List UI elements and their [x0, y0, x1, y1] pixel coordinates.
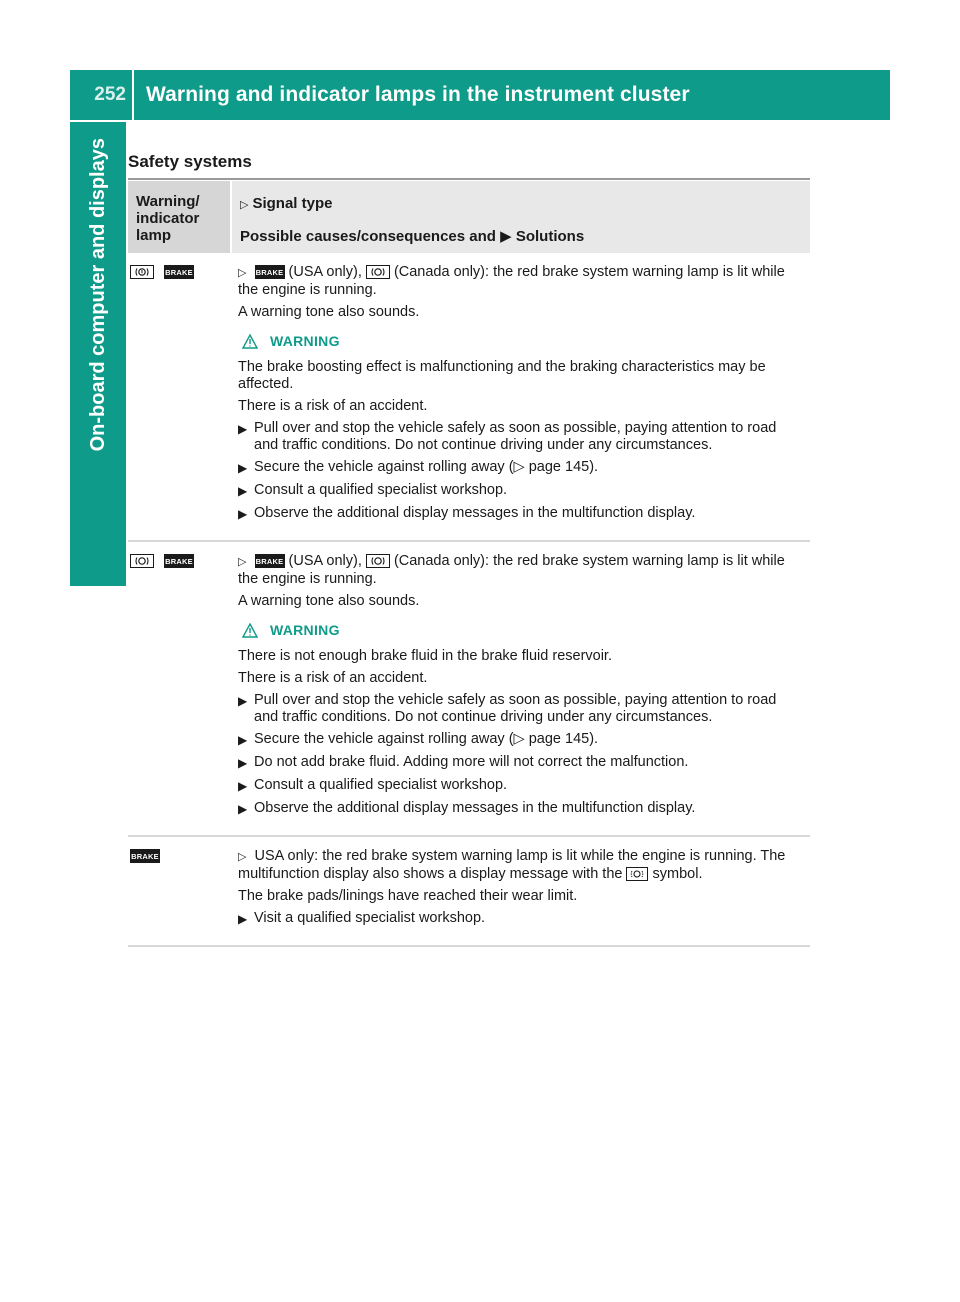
tone-text: A warning tone also sounds. [238, 304, 420, 320]
brake-warning-usa-icon: BRAKE [130, 849, 160, 863]
lamp-table [128, 181, 810, 947]
warning-heading [242, 333, 802, 350]
brake-warning-canada-icon [130, 265, 154, 279]
solution-step: ▶ Secure the vehicle against rolling away (▷ page 145). [238, 459, 599, 475]
warning-text: There is not enough brake fluid in the brake fluid reservoir. [238, 648, 612, 664]
causes-label: Possible causes/consequences and [240, 228, 496, 245]
signal-triangle-icon: ▷ [238, 851, 247, 863]
lamp-icons [128, 837, 232, 945]
page-number: 252 [94, 84, 126, 105]
signal-usa-text: (USA only), [288, 553, 362, 569]
solution-arrow-icon: ▶ [500, 228, 512, 245]
chapter-title: Warning and indicator lamps in the instrument cluster [146, 83, 690, 106]
signal-text [238, 848, 802, 883]
column-header-description [232, 181, 810, 253]
signal-usa-text: (USA only), [288, 264, 362, 280]
tone-text: A warning tone also sounds. [238, 593, 420, 609]
signal-text [238, 553, 802, 588]
solution-step: ▶ Observe the additional display messages in the multifunction display. [238, 800, 696, 816]
brake-warning-usa-icon: BRAKE [164, 554, 194, 568]
brake-usa-inline-icon: BRAKE [255, 265, 285, 279]
brake-pad-wear-icon [626, 867, 648, 881]
step-arrow-icon: ▶ [238, 422, 248, 436]
page-reference[interactable]: page 145). [528, 731, 599, 747]
lamp-icons [128, 253, 232, 540]
signal-usa-text: USA only: the red brake system warning lamp is lit while the engine is running. The multifunction display also shows a display message with the [238, 848, 786, 882]
solutions-label: Solutions [515, 228, 585, 245]
signal-type-label: Signal type [252, 195, 333, 212]
signal-triangle-icon: ▷ [238, 267, 247, 279]
section-divider [128, 178, 810, 180]
signal-canada-text: (Canada only): the red brake system warning lamp is lit while the engine is running. [238, 264, 785, 298]
row-description [232, 253, 810, 540]
row-description [232, 542, 810, 835]
warning-text: The brake boosting effect is malfunctioning and the braking characteristics may be affected. [238, 359, 766, 392]
lamp-icons [128, 542, 232, 835]
step-arrow-icon: ▶ [238, 484, 248, 498]
header-bar [70, 70, 890, 120]
header-signal-type [240, 195, 810, 214]
solution-step: ▶ Do not add brake fluid. Adding more will not correct the malfunction. [238, 754, 689, 770]
wear-note: The brake pads/linings have reached their wear limit. [238, 888, 578, 904]
header-divider [132, 70, 134, 120]
step-arrow-icon: ▶ [238, 694, 248, 708]
column-header-lamp: Warning/ indicator lamp [128, 181, 230, 253]
step-arrow-icon: ▶ [238, 507, 248, 521]
solution-step: ▶ Consult a qualified specialist workshop. [238, 482, 508, 498]
signal-triangle-icon: ▷ [240, 199, 249, 211]
header-causes [240, 228, 810, 245]
signal-triangle-icon: ▷ [238, 556, 247, 568]
brake-canada-inline-icon [366, 265, 390, 279]
side-tab-text: On-board computer and displays [86, 138, 109, 452]
signal-canada-text: (Canada only): the red brake system warning lamp is lit while the engine is running. [238, 553, 785, 587]
risk-text: There is a risk of an accident. [238, 670, 428, 686]
brake-usa-inline-icon: BRAKE [255, 554, 285, 568]
step-arrow-icon: ▶ [238, 461, 248, 475]
page-ref-triangle-icon: ▷ [513, 459, 525, 475]
solution-step: ▶ Visit a qualified specialist workshop. [238, 910, 486, 926]
step-arrow-icon: ▶ [238, 912, 248, 926]
solution-step: ▶ Pull over and stop the vehicle safely as soon as possible, paying attention to road and traffic conditions. Do not continue driving under any circumstances. [238, 692, 777, 725]
solution-step: ▶ Consult a qualified specialist workshop. [238, 777, 508, 793]
risk-text: There is a risk of an accident. [238, 398, 428, 414]
brake-warning-canada-icon [130, 554, 154, 568]
table-row [128, 837, 810, 947]
solution-step: ▶ Observe the additional display messages in the multifunction display. [238, 505, 696, 521]
step-arrow-icon: ▶ [238, 756, 248, 770]
warning-heading [242, 622, 802, 639]
side-tab-label [70, 122, 126, 586]
step-arrow-icon: ▶ [238, 802, 248, 816]
warning-label: WARNING [270, 333, 340, 349]
row-description [232, 837, 810, 945]
page-ref-triangle-icon: ▷ [513, 731, 525, 747]
solution-step: ▶ Pull over and stop the vehicle safely as soon as possible, paying attention to road and traffic conditions. Do not continue driving under any circumstances. [238, 420, 777, 453]
page-reference[interactable]: page 145). [528, 459, 599, 475]
step-arrow-icon: ▶ [238, 733, 248, 747]
table-row [128, 253, 810, 542]
brake-warning-usa-icon: BRAKE [164, 265, 194, 279]
solution-step: ▶ Secure the vehicle against rolling away (▷ page 145). [238, 731, 599, 747]
warning-triangle-icon [242, 334, 258, 349]
warning-label: WARNING [270, 622, 340, 638]
table-row [128, 542, 810, 837]
brake-canada-inline-icon [366, 554, 390, 568]
table-header [128, 181, 810, 253]
step-arrow-icon: ▶ [238, 779, 248, 793]
symbol-text: symbol. [652, 866, 703, 882]
signal-text [238, 264, 802, 299]
warning-triangle-icon [242, 623, 258, 638]
section-title: Safety systems [128, 152, 252, 171]
